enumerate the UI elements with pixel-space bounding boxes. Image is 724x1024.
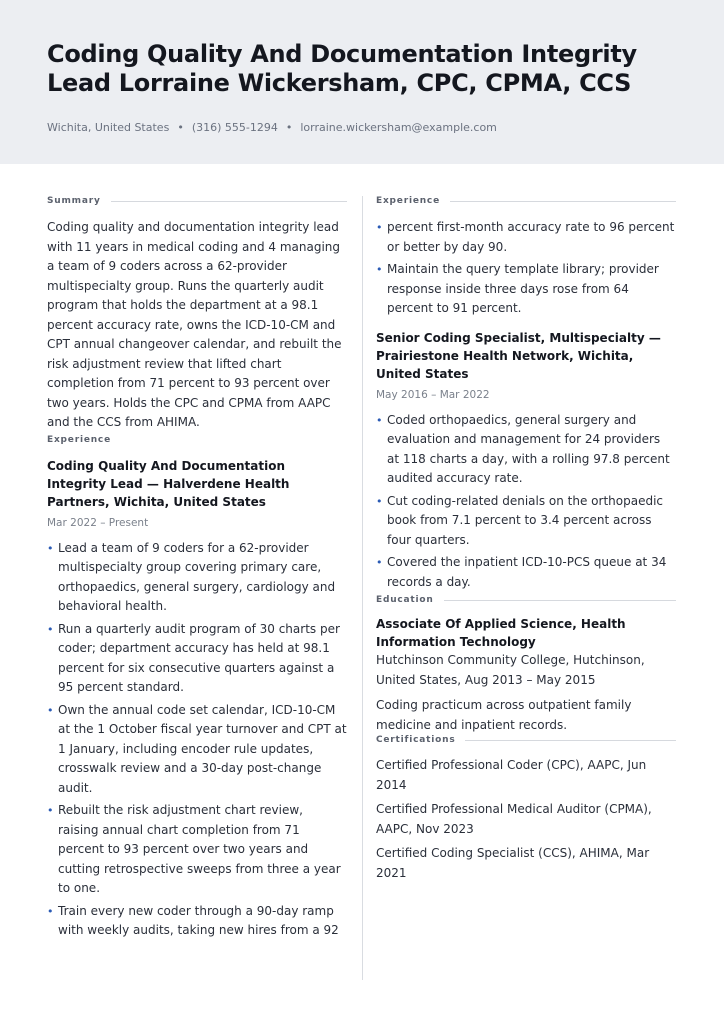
candidate-name: Coding Quality And Documentation Integrity Lead Lorraine Wickersham, CPC, CPMA, CCS <box>47 40 637 97</box>
certifications-section <box>376 735 676 883</box>
experience-section <box>47 435 347 941</box>
certification-item: Certified Coding Specialist (CCS), AHIMA, Mar 2021 <box>376 846 650 880</box>
job-bullets <box>47 539 347 941</box>
contact-phone: (316) 555-1294 <box>191 121 278 134</box>
section-heading-label: Experience <box>376 196 440 206</box>
contact-location: Wichita, United States <box>47 121 170 134</box>
section-heading-label: Education <box>376 595 434 605</box>
job-title: Senior Coding Specialist, Multispecialty — Prairiestone Health Network, Wichita, United States <box>376 330 661 381</box>
job-bullets <box>376 411 676 593</box>
section-heading-label: Certifications <box>376 735 456 745</box>
education-note: Coding practicum across outpatient family medicine and inpatient records. <box>376 698 632 732</box>
section-rule <box>465 740 676 741</box>
section-heading-label: Summary <box>47 196 101 206</box>
summary-text: Coding quality and documentation integrity lead with 11 years in medical coding and 4 managing a team of 9 coders across a 62-provider multispecialty group. Runs the quarterly audit program that holds the department at a 98.1 percent accuracy rate, owns the ICD-10-CM and CPT annual changeover calendar, and rebuilt the risk adjustment review that lifted chart completion from 71 percent to 93 percent over two years. Holds the CPC and CPMA from AAPC and the CCS from AHIMA. <box>47 220 342 429</box>
job-date: May 2016 – Mar 2022 <box>376 388 490 401</box>
list-item: • Own the annual code set calendar, ICD-10-CM at the 1 October fiscal year turnover and CPT at 1 January, including encoder rule updates, crosswalk review and a 30-day post-change audit. <box>47 701 347 799</box>
section-heading-experience <box>376 196 676 206</box>
list-item: • Coded orthopaedics, general surgery and evaluation and management for 24 providers at 118 charts a day, with a rolling 97.8 percent audited accuracy rate. <box>376 411 676 489</box>
section-heading-experience <box>47 435 347 445</box>
resume-header <box>0 0 724 164</box>
section-heading-label: Experience <box>47 434 111 445</box>
summary-section <box>47 196 347 433</box>
experience-continued-section <box>376 196 676 592</box>
contact-separator: • <box>177 121 184 134</box>
job-entry <box>47 457 347 941</box>
section-heading-certifications <box>376 735 676 745</box>
section-rule <box>450 201 676 202</box>
certification-list <box>376 756 676 883</box>
left-column <box>47 196 347 944</box>
job-entry <box>376 329 676 593</box>
degree-title: Associate Of Applied Science, Health Information Technology <box>376 617 626 649</box>
education-section <box>376 595 676 735</box>
job-bullets-continued <box>376 218 676 319</box>
list-item: • Lead a team of 9 coders for a 62-provider multispecialty group covering primary care, orthopaedics, general surgery, cardiology and behavioral health. <box>47 539 347 617</box>
contact-line <box>47 121 497 134</box>
column-divider <box>362 196 363 980</box>
contact-email[interactable]: lorraine.wickersham@example.com <box>300 121 497 134</box>
certification-item: Certified Professional Coder (CPC), AAPC, Jun 2014 <box>376 758 647 792</box>
certification-item: Certified Professional Medical Auditor (CPMA), AAPC, Nov 2023 <box>376 802 652 836</box>
section-rule <box>111 201 347 202</box>
list-item: • Run a quarterly audit program of 30 charts per coder; department accuracy has held at 98.1 percent for six consecutive quarters against a 95 percent standard. <box>47 620 347 698</box>
contact-separator: • <box>285 121 293 134</box>
list-item: • Train every new coder through a 90-day ramp with weekly audits, taking new hires from a 92 <box>47 902 347 941</box>
job-date: Mar 2022 – Present <box>47 516 149 529</box>
list-item: • Covered the inpatient ICD-10-PCS queue at 34 records a day. <box>376 553 676 592</box>
school-line: Hutchinson Community College, Hutchinson, United States, Aug 2013 – May 2015 <box>376 653 645 687</box>
right-column <box>376 196 676 888</box>
job-title: Coding Quality And Documentation Integrity Lead — Halverdene Health Partners, Wichita, United States <box>47 458 290 509</box>
section-heading-education <box>376 595 676 605</box>
list-item: • Rebuilt the risk adjustment chart review, raising annual chart completion from 71 percent to 93 percent over two years and cutting retrospective sweeps from three a year to one. <box>47 801 347 899</box>
section-heading-summary <box>47 196 347 206</box>
list-item: • Maintain the query template library; provider response inside three days rose from 64 percent to 91 percent. <box>376 260 676 319</box>
list-item: • Cut coding-related denials on the orthopaedic book from 7.1 percent to 3.4 percent across four quarters. <box>376 492 676 551</box>
list-item: • percent first-month accuracy rate to 96 percent or better by day 90. <box>376 218 676 257</box>
section-rule <box>444 600 676 601</box>
